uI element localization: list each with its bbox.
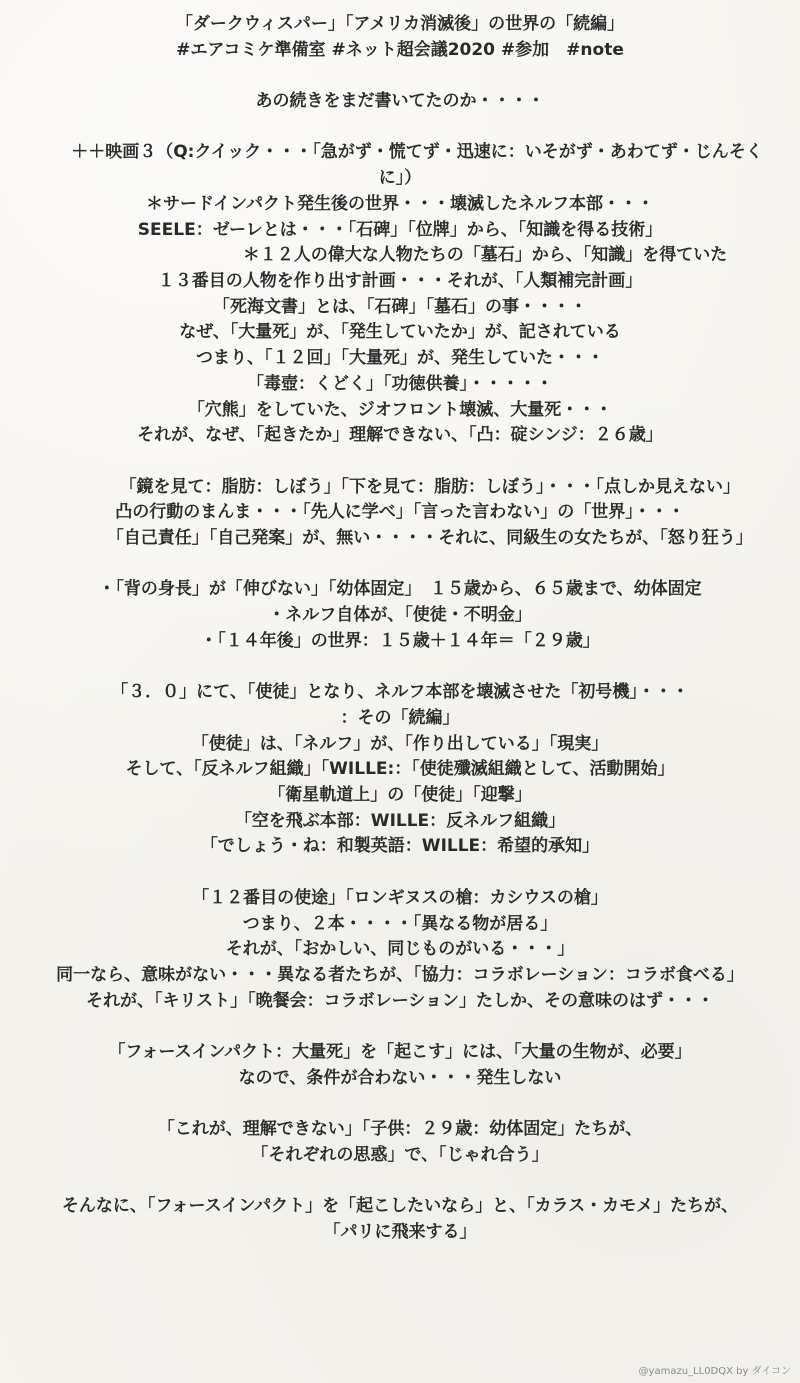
text-line: 「１２番目の使途」「ロンギヌスの槍：カシウスの槍」 [192,887,608,908]
text-line: 「フォースインパクト：大量死」を「起こす」には、「大量の生物が、必要」 [108,1042,692,1063]
text-line: 「鏡を見て：脂肪：しぼう」「下を見て：脂肪：しぼう」・・・「点しか見えない」 [60,476,740,497]
text-line: ＊サードインパクト発生後の世界・・・壊滅したネルフ本部・・・ [146,193,654,214]
text-line: それが、「おかしい、同じものがいる・・・」 [225,939,575,960]
text-line: 「自己責任」「自己発案」が、無い・・・・それに、同級生の女たちが、「怒り狂う」 [47,528,753,549]
text-line: つまり、２本・・・・「異なる物が居る」 [242,913,558,934]
text-line: ・「背の身長」が「伸びない」「幼体固定」 １５歳から、６５歳まで、幼体固定 [98,579,702,600]
text-line: ・「１４年後」の世界：１５歳＋１４年＝「２９歳」 [200,630,600,651]
document-body [30,12,770,1246]
text-line: あの続きをまだ書いてたのか・・・・ [255,91,545,112]
text-line: 「これが、理解できない」「子供：２９歳：幼体固定」たちが、 [157,1119,643,1140]
text-line: 「使徒」は、「ネルフ」が、「作り出している」「現実」 [191,733,609,754]
blank-line [30,115,770,141]
text-line: それが、「キリスト」「晩餐会：コラボレーション」たしか、その意味のはず・・・ [86,990,714,1011]
text-line: 「パリに飛来する」 [323,1221,477,1242]
text-line: 「３．０」にて、「使徒」となり、ネルフ本部を壊滅させた「初号機」・・・ [111,682,689,703]
credit-watermark: @yamazu_LL0DQX by ダイコン [638,1366,791,1377]
text-line: つまり、「１２回」「大量死」が、発生していた・・・ [196,348,604,369]
text-line: なので、条件が合わない・・・発生しない [238,1067,562,1088]
text-line: ・ネルフ自体が、「使徒・不明金」 [268,605,532,626]
text-line: SEELE：ゼーレとは・・・「石碑」「位牌」から、「知識を得る技術」 [137,219,663,240]
text-line: 「死海文書」とは、「石碑」「墓石」の事・・・・ [213,296,587,317]
text-line: 「毒壺：くどく」「功徳供養」・・・・・ [247,373,553,394]
text-line: ：その「続編」 [340,707,460,728]
blank-line [30,552,770,578]
blank-line [30,860,770,886]
text-line: なぜ、「大量死」が、「発生していたか」が、記されている [179,322,621,343]
text-line: 「でしょう・ね：和製英語：WILLE：希望的承知」 [200,836,600,857]
text-line: ＋＋映画３（Q:クイック・・・「急がず・慌てず・迅速に：いそがず・あわてず・じんそくに」） [37,142,763,189]
text-line: それが、なぜ、「起きたか」理解できない、「凸：碇シンジ：２６歳」 [137,425,663,446]
text-line: 「穴熊」をしていた、ジオフロント壊滅、大量死・・・ [187,399,613,420]
text-line: そんなに、「フォースインパクト」を「起こしたいなら」と、「カラス・カモメ」たちが、 [61,1196,739,1217]
text-line: １３番目の人物を作り出す計画・・・それが、「人類補完計画」 [157,271,643,291]
text-line: 「空を飛ぶ本部：WILLE：反ネルフ組織」 [234,810,566,831]
blank-line [30,655,770,681]
text-line: 「それぞれの思惑」で、「じゃれ合う」 [251,1144,549,1165]
text-line: そして、「反ネルフ組織」「WILLE:：「使徒殲滅組織として、活動開始」 [125,759,675,780]
text-line: #エアコミケ準備室 #ネット超会議2020 #参加 #note [176,39,624,60]
text-line: 同一なら、意味がない・・・異なる者たちが、「協力：コラボレーション：コラボ食べる」 [56,964,744,985]
blank-line [30,1091,770,1117]
blank-line [30,63,770,89]
blank-line [30,449,770,475]
text-line: 「衛星軌道上」の「使徒」「迎撃」 [268,785,532,806]
text-line: 「ダークウィスパー」「アメリカ消滅後」の世界の「続編」 [175,14,625,34]
text-line: ＊１２人の偉大な人物たちの「墓石」から、「知識」を得ていた [72,245,728,266]
blank-line [30,1014,770,1040]
blank-line [30,1169,770,1195]
text-line: 凸の行動のまんま・・・「先人に学べ」「言った言わない」の「世界」・・・ [115,502,685,523]
